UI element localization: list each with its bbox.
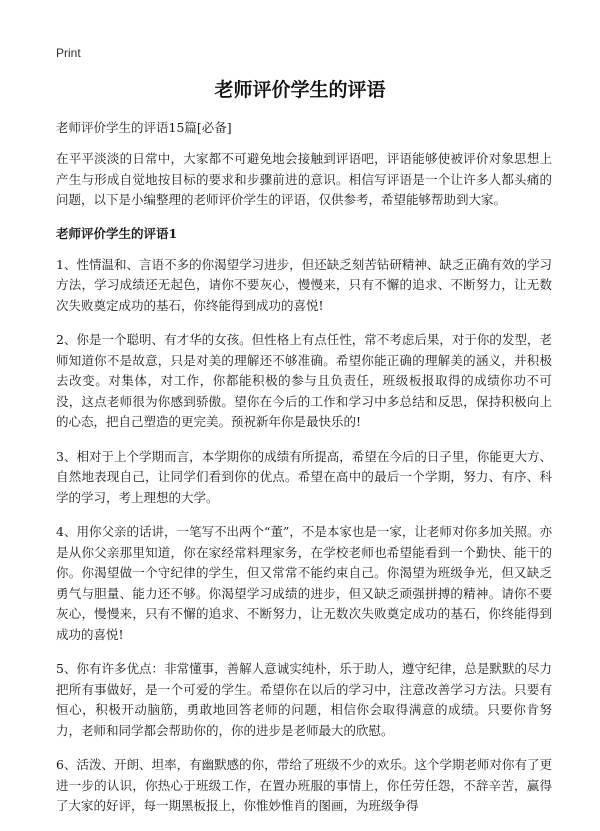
comment-paragraph-4: 4、用你父亲的话讲，一笔写不出两个“董”，不是本家也是一家，让老师对你多加关照。亦是从你父亲那里知道，你在家经常料理家务，在学校老师也希望能看到一个勤快、能干的你。你渴望做一个守纪律的学生，但又常常不能约束自己。你渴望为班级争光，但又缺乏勇气与胆量、能力还不够。你渴望学习成绩的进步，但又缺乏顽强拼搏的精神。请你不要灰心，慢慢来，只有不懈的追求、不断努力，让无数次失败奠定成功的基石，你终能得到成功的喜悦!	[56, 524, 552, 642]
page-title: 老师评价学生的评语	[214, 79, 386, 101]
intro-paragraph: 在平平淡淡的日常中，大家都不可避免地会接触到评语吧，评语能够使被评价对象思想上产生与形成自觉地按目标的要求和步骤前进的意识。相信写评语是一个让许多人都头痛的问题，以下是小编整理的老师评价学生的评语，仅供参考，希望能够帮助到大家。	[56, 151, 552, 207]
comment-paragraph-5: 5、你有许多优点：非常懂事，善解人意诚实纯朴，乐于助人，遵守纪律，总是默默的尽力把所有事做好，是一个可爱的学生。希望你在以后的学习中，注意改善学习方法。只要有恒心，积极开动脑筋，勇敢地回答老师的问题，相信你会取得满意的成绩。只要你肯努力，老师和同学都会帮助你的，你的进步是老师最大的欣慰。	[56, 661, 552, 738]
article-subtitle: 老师评价学生的评语15篇[必备]	[56, 120, 232, 135]
comment-paragraph-1: 1、性情温和、言语不多的你渴望学习进步，但还缺乏刻苦钻研精神、缺乏正确有效的学习方法，学习成绩还无起色，请你不要灰心，慢慢来，只有不懈的追求、不断努力，让无数次失败奠定成功的基石，你终能得到成功的喜悦!	[56, 256, 552, 313]
comment-paragraph-6: 6、活泼、开朗、坦率，有幽默感的你，带给了班级不少的欢乐。这个学期老师对你有了更进一步的认识，你热心于班级工作，在置办班服的事情上，你任劳任怨，不辞辛苦，赢得了大家的好评，每一期黑板报上，你惟妙惟肖的图画，为班级争得	[56, 757, 552, 813]
print-link[interactable]: Print	[56, 46, 81, 60]
comment-paragraph-3: 3、相对于上个学期而言，本学期你的成绩有所提高，希望在今后的日子里，你能更大方、自然地表现自己，让同学们看到你的优点。希望在高中的最后一个学期，努力、有序、科学的学习，考上理想的大学。	[56, 448, 552, 505]
article-body	[56, 119, 552, 831]
comment-paragraph-2: 2、你是一个聪明、有才华的女孩。但性格上有点任性，常不考虑后果，对于你的发型，老师知道你不是故意，只是对美的理解还不够准确。希望你能正确的理解美的涵义，并积极去改变。对集体，对工作，你都能积极的参与且负责任，班级板报取得的成绩你功不可没，这点老师很为你感到骄傲。望你在今后的工作和学习中多总结和反思，保持积极向上的心态，把自己塑造的更完美。预祝新年你是最快乐的!	[56, 332, 552, 429]
section-heading: 老师评价学生的评语1	[56, 225, 178, 241]
